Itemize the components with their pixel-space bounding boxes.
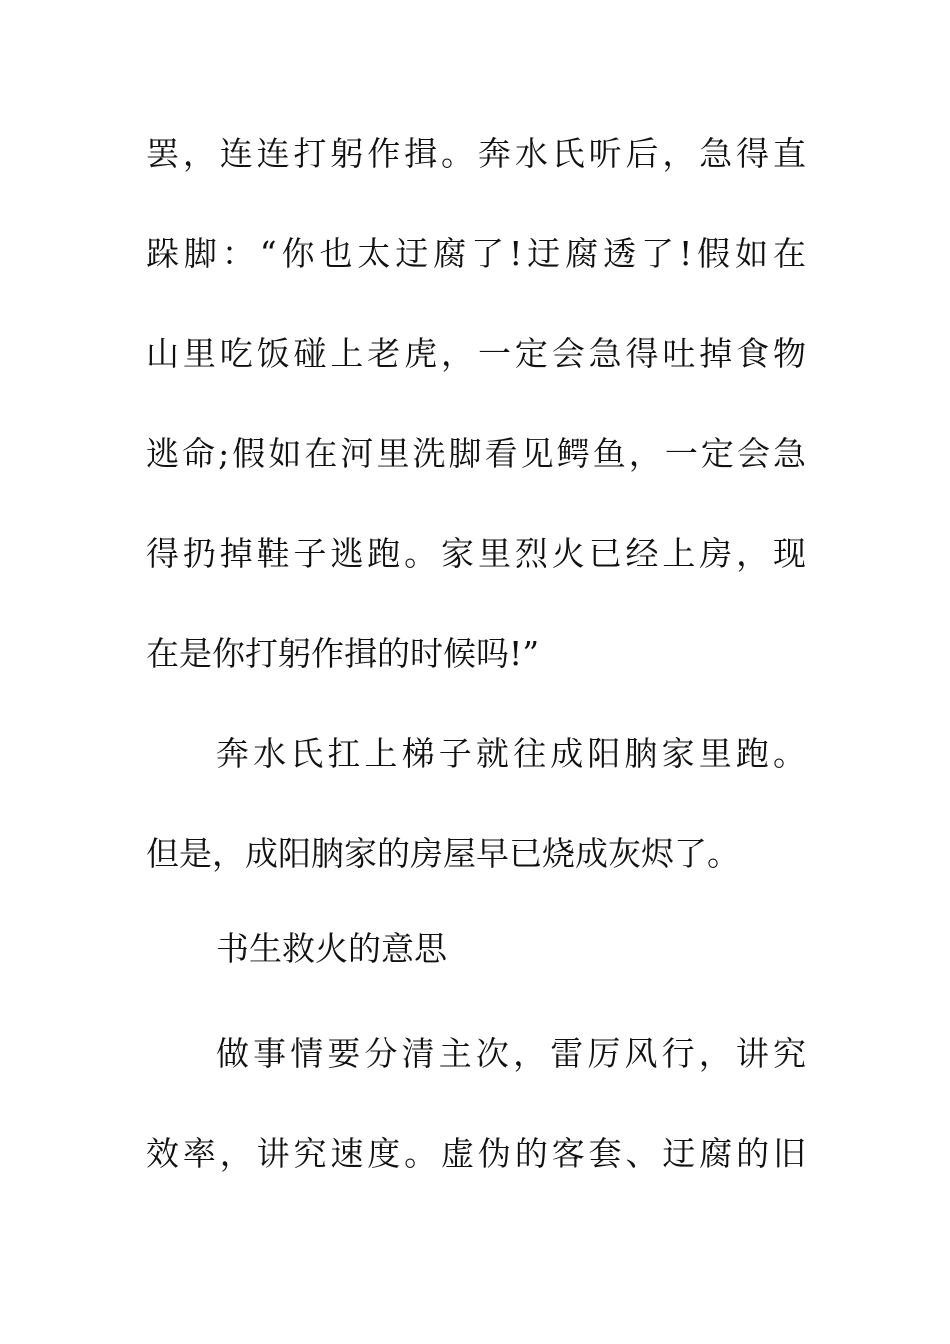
paragraph-first-line: 奔水氏扛上梯子就往成阳朒家里跑。 [216,734,806,773]
text-line: 在是你打躬作揖的时候吗!” [146,634,540,673]
text-line: 山里吃饭碰上老虎，一定会急得吐掉食物 [146,334,806,373]
section-heading: 书生救火的意思 [216,929,447,968]
text-line: 效率，讲究速度。虚伪的客套、迂腐的旧 [146,1134,806,1173]
text-line: 得扔掉鞋子逃跑。家里烈火已经上房，现 [146,534,806,573]
text-line: 罢，连连打躬作揖。奔水氏听后，急得直 [146,134,806,173]
text-line: 跺脚：“你也太迂腐了!迂腐透了!假如在 [146,234,806,273]
paragraph-first-line: 做事情要分清主次，雷厉风行，讲究 [216,1034,806,1073]
text-line: 逃命;假如在河里洗脚看见鳄鱼，一定会急 [146,434,806,473]
text-line: 但是，成阳朒家的房屋早已烧成灰烬了。 [146,834,740,873]
